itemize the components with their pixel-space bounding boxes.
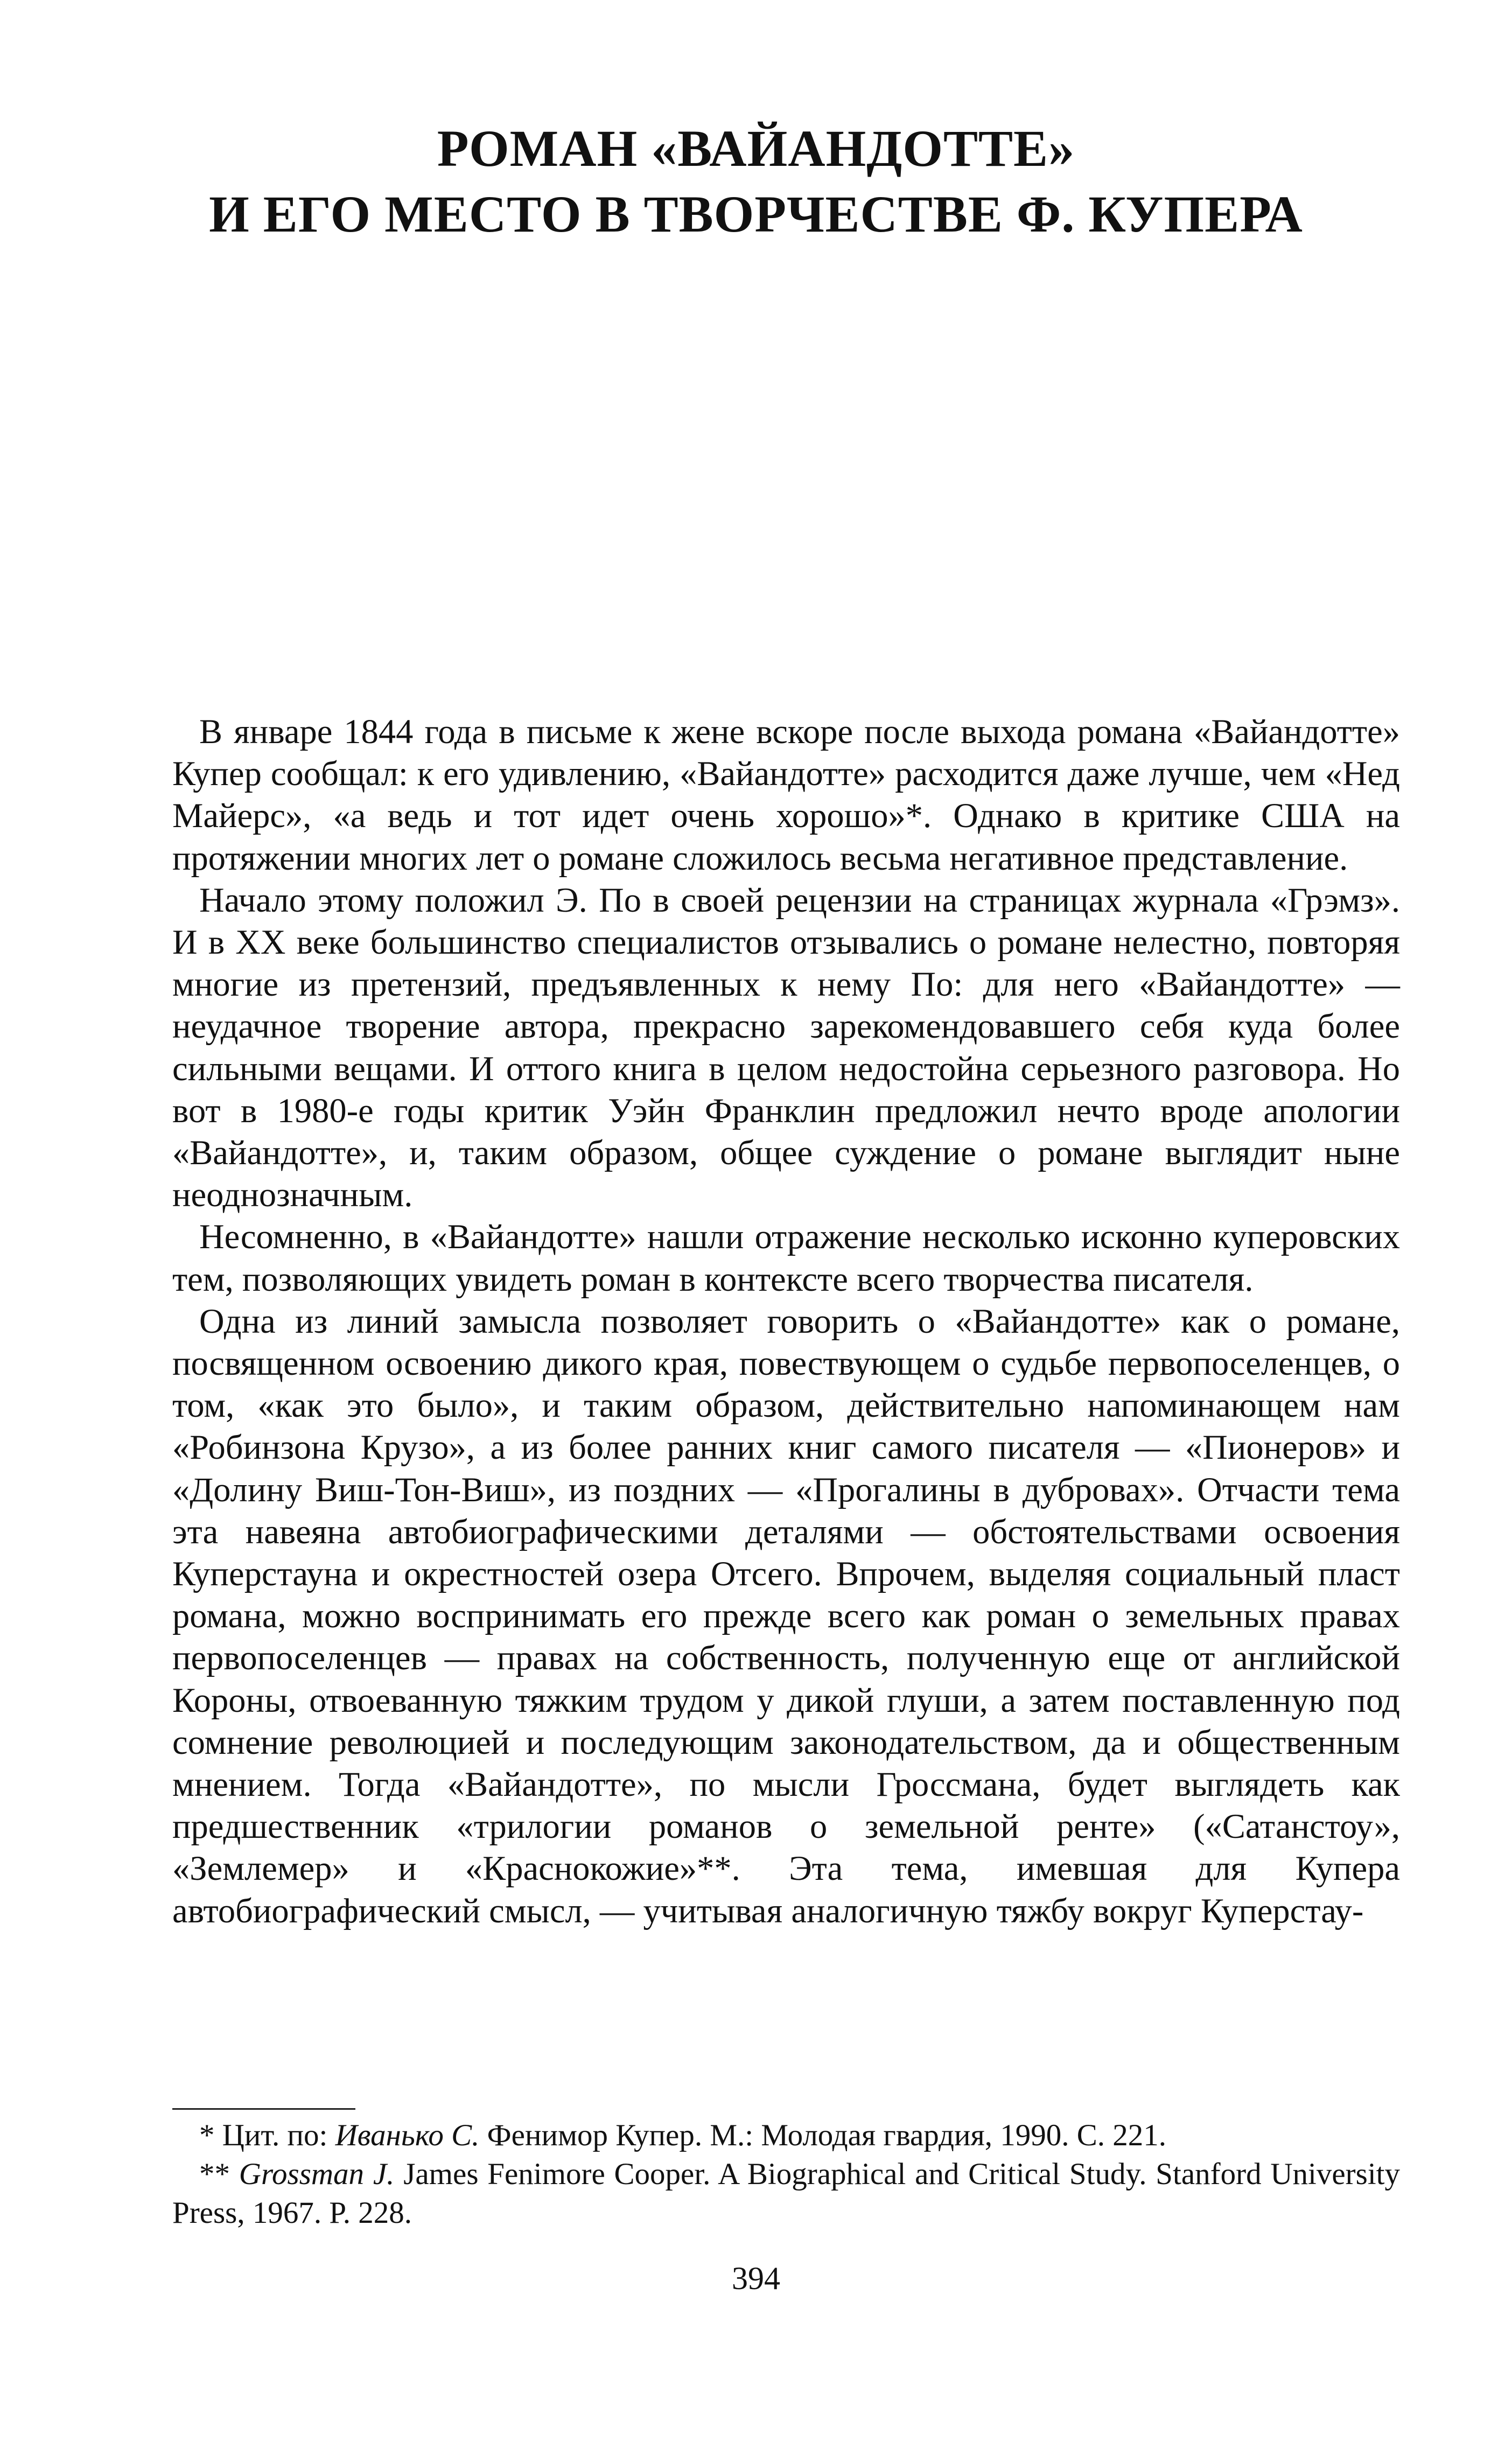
chapter-title — [140, 116, 1372, 247]
chapter-title-line-1: РОМАН «ВАЙАНДОТТЕ» — [437, 120, 1075, 177]
paragraph-2: Начало этому положил Э. По в своей рецензии на страницах журнала «Грэмз». И в XX веке большинство специалистов отзывались о романе нелестно, повторяя многие из претензий, предъявленных к нему По: для него «Вайандотте» — неудачное творение автора, прекрасно зарекомендовавшего себя куда более сильными вещами. И оттого книга в целом недостойна серьезного разговора. Но вот в 1980-е годы критик Уэйн Франклин предложил нечто вроде апологии «Вайандотте», и, таким образом, общее суждение о романе выглядит ныне неоднозначным. — [172, 880, 1400, 1214]
paragraph-3: Несомненно, в «Вайандотте» нашли отражение несколько исконно куперовских тем, позволяющих увидеть роман в контексте всего творчества писателя. — [172, 1217, 1400, 1298]
chapter-title-line-2: И ЕГО МЕСТО В ТВОРЧЕСТВЕ Ф. КУПЕРА — [209, 185, 1303, 243]
footnote-1-text: Фенимор Купер. М.: Молодая гвардия, 1990. С. 221. — [479, 2118, 1167, 2152]
footnote-2-marker: ** — [199, 2157, 239, 2191]
footnote-1-author: Иванько С. — [335, 2118, 480, 2152]
footnote-2-text: James Fenimore Cooper. A Biographical and Critical Study. Stanford University Press, 1967. P. 228. — [172, 2157, 1401, 2230]
footnote-2-author: Grossman J. — [239, 2157, 395, 2191]
footnote-1 — [172, 2116, 1400, 2155]
paragraph-4: Одна из линий замысла позволяет говорить о «Вайандотте» как о романе, посвященном освоению дикого края, повествующем о судьбе первопоселенцев, о том, «как это было», и таким образом, действительно напоминающем нам «Робинзона Крузо», а из более ранних книг самого писателя — «Пионеров» и «Долину Виш-Тон-Виш», из поздних — «Прогалины в дубровах». Отчасти тема эта навеяна автобиографическими деталями — обстоятельствами освоения Куперстауна и окрестностей озера Отсего. Впрочем, выделяя социальный пласт романа, можно воспринимать его прежде всего как роман о земельных правах первопоселенцев — правах на собственность, полученную еще от английской Короны, отвоеванную тяжким трудом у дикой глуши, а затем поставленную под сомнение революцией и последующим законодательством, да и общественным мнением. Тогда «Вайандотте», по мысли Гроссмана, будет выглядеть как предшественник «трилогии романов о земельной ренте» («Сатанстоу», «Землемер» и «Краснокожие»**. Эта тема, имевшая для Купера автобиографический смысл, — учитывая аналогичную тяжбу вокруг Куперстау- — [172, 1302, 1400, 1930]
paragraph-1: В январе 1844 года в письме к жене вскоре после выхода романа «Вайандотте» Купер сообщал: к его удивлению, «Вайандотте» расходится даже лучше, чем «Нед Майерс», «а ведь и тот идет очень хорошо»*. Однако в критике США на протяжении многих лет о романе сложилось весьма негативное представление. — [172, 712, 1400, 877]
footnote-separator — [172, 2108, 355, 2110]
page-number: 394 — [732, 2261, 780, 2296]
footnotes — [172, 2116, 1400, 2233]
footnote-2 — [172, 2155, 1400, 2233]
footnote-1-marker: * Цит. по: — [199, 2118, 335, 2152]
main-text — [172, 711, 1400, 1932]
